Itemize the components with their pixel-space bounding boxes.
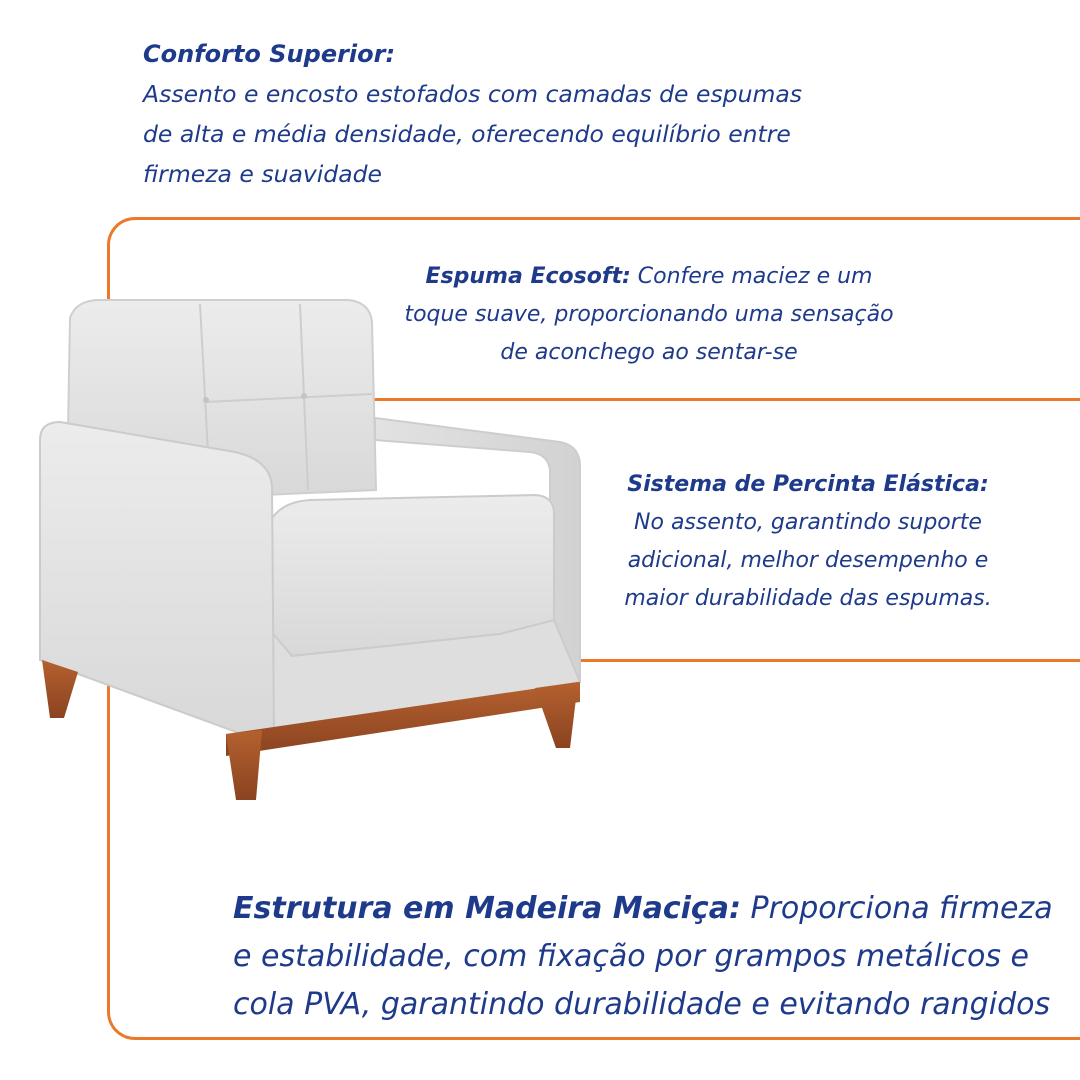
feature-estrutura-body: Proporciona firmeza e estabilidade, com fixação por grampos metálicos e cola PVA, garantindo durabilidade e evitando rangidos: [233, 891, 1053, 1022]
feature-espuma-body: Confere maciez e um toque suave, proporcionando uma sensação de aconchego ao sentar-se: [404, 264, 894, 365]
wood-leg-front-left: [226, 730, 262, 800]
feature-espuma-title: Espuma Ecosoft:: [425, 264, 631, 289]
feature-conforto-title: Conforto Superior:: [143, 40, 396, 68]
feature-conforto-body: Assento e encosto estofados com camadas de espumas de alta e média densidade, oferecendo equilíbrio entre firmeza e suavidade: [143, 80, 803, 188]
wood-leg-front-right: [535, 682, 578, 748]
feature-espuma: [400, 258, 898, 372]
feature-estrutura: [233, 885, 1073, 1029]
feature-conforto: [143, 34, 823, 194]
feature-percinta-title: Sistema de Percinta Elástica:: [627, 472, 989, 497]
divider-line-percinta: [575, 659, 1080, 662]
feature-estrutura-title: Estrutura em Madeira Maciça:: [233, 891, 741, 926]
feature-percinta-body: No assento, garantindo suporte adicional, melhor desempenho e maior durabilidade das espumas.: [624, 510, 992, 611]
left-armrest: [40, 422, 274, 741]
feature-percinta: [598, 466, 1018, 618]
